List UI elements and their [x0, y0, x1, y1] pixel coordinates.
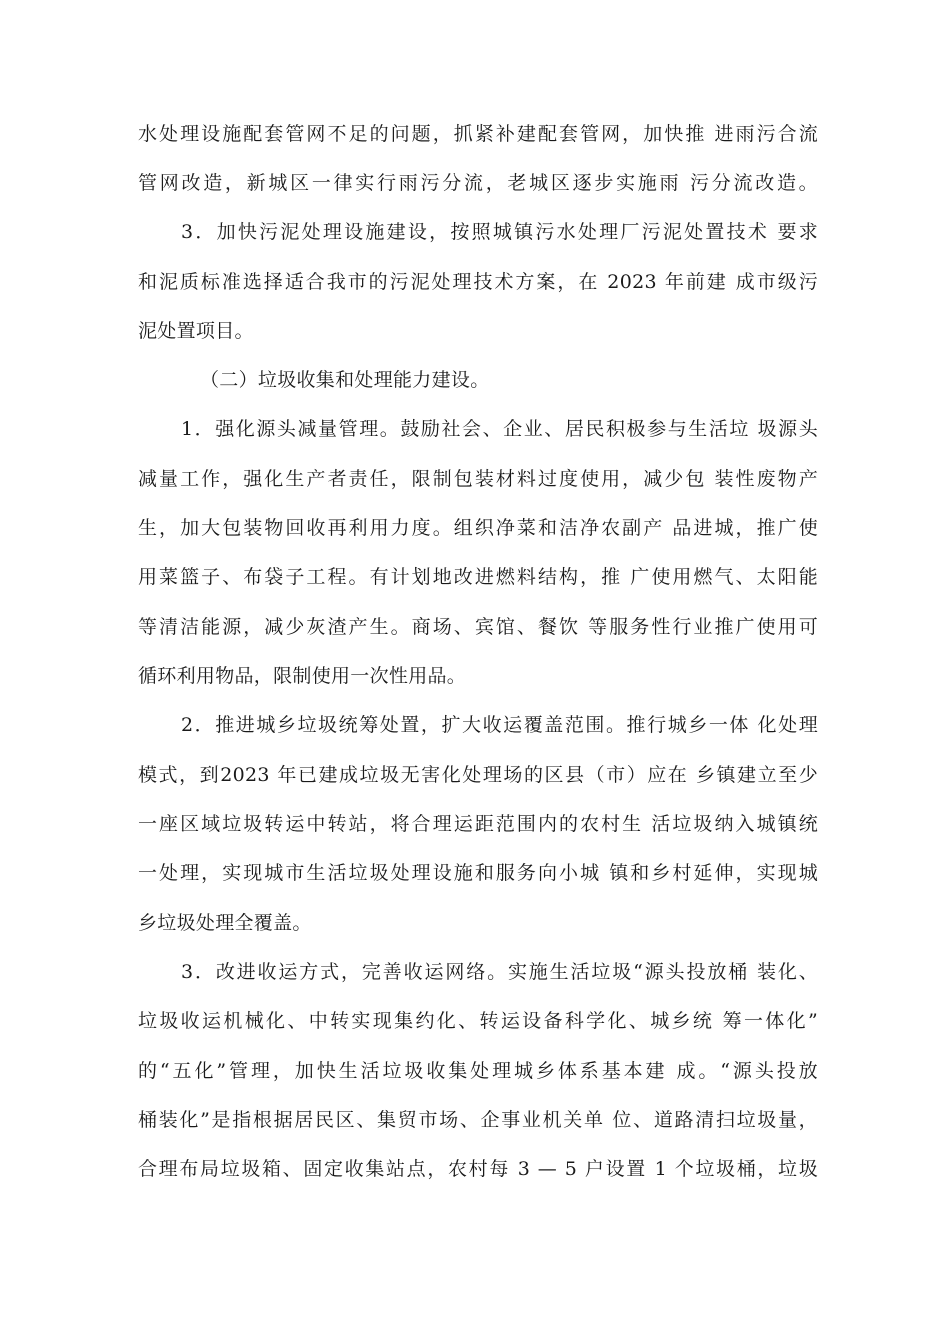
text-line: 用菜篮子、布袋子工程。有计划地改进燃料结构，推 广使用燃气、太阳能 [138, 566, 818, 588]
text-line: 等清洁能源，减少灰渣产生。商场、宾馆、餐饮 等服务性行业推广使用可 [138, 616, 818, 638]
text-line: 管网改造，新城区一律实行雨污分流，老城区逐步实施雨 污分流改造。 [138, 172, 818, 194]
text-line: 减量工作，强化生产者责任，限制包装材料过度使用，减少包 装性废物产 [138, 468, 818, 490]
text-line: 桶装化”是指根据居民区、集贸市场、企事业机关单 位、道路清扫垃圾量， [138, 1109, 818, 1131]
text-line: 模式，到2023 年已建成垃圾无害化处理场的区县（市）应在 乡镇建立至少 [138, 764, 818, 786]
text-line: 生，加大包装物回收再利用力度。组织净菜和洁净农副产 品进城，推广使 [138, 517, 818, 539]
text-line: 合理布局垃圾箱、固定收集站点，农村每 3 — 5 户设置 1 个垃圾桶，垃圾 [138, 1158, 818, 1180]
text-line: 一处理，实现城市生活垃圾处理设施和服务向小城 镇和乡村延伸，实现城 [138, 862, 818, 884]
text-line: 2．推进城乡垃圾统筹处置，扩大收运覆盖范围。推行城乡一体 化处理 [181, 714, 818, 736]
text-line: 和泥质标准选择适合我市的污泥处理技术方案，在 2023 年前建 成市级污 [138, 271, 818, 293]
text-line: 循环利用物品，限制使用一次性用品。 [138, 665, 467, 687]
text-line: 乡垃圾处理全覆盖。 [138, 912, 312, 934]
text-line: 垃圾收运机械化、中转实现集约化、转运设备科学化、城乡统 筹一体化” [138, 1010, 818, 1032]
text-line: 水处理设施配套管网不足的问题，抓紧补建配套管网，加快推 进雨污合流 [138, 123, 818, 145]
section-heading: （二）垃圾收集和处理能力建设。 [200, 369, 490, 391]
text-line: 的“五化”管理，加快生活垃圾收集处理城乡体系基本建 成。“源头投放 [138, 1060, 818, 1082]
text-line: 泥处置项目。 [138, 320, 254, 342]
text-line: 3．改进收运方式，完善收运网络。实施生活垃圾“源头投放桶 装化、 [181, 961, 818, 983]
text-line: 1．强化源头减量管理。鼓励社会、企业、居民积极参与生活垃 圾源头 [181, 418, 818, 440]
text-line: 一座区域垃圾转运中转站，将合理运距范围内的农村生 活垃圾纳入城镇统 [138, 813, 818, 835]
text-line: 3．加快污泥处理设施建设，按照城镇污水处理厂污泥处置技术 要求 [181, 221, 818, 243]
